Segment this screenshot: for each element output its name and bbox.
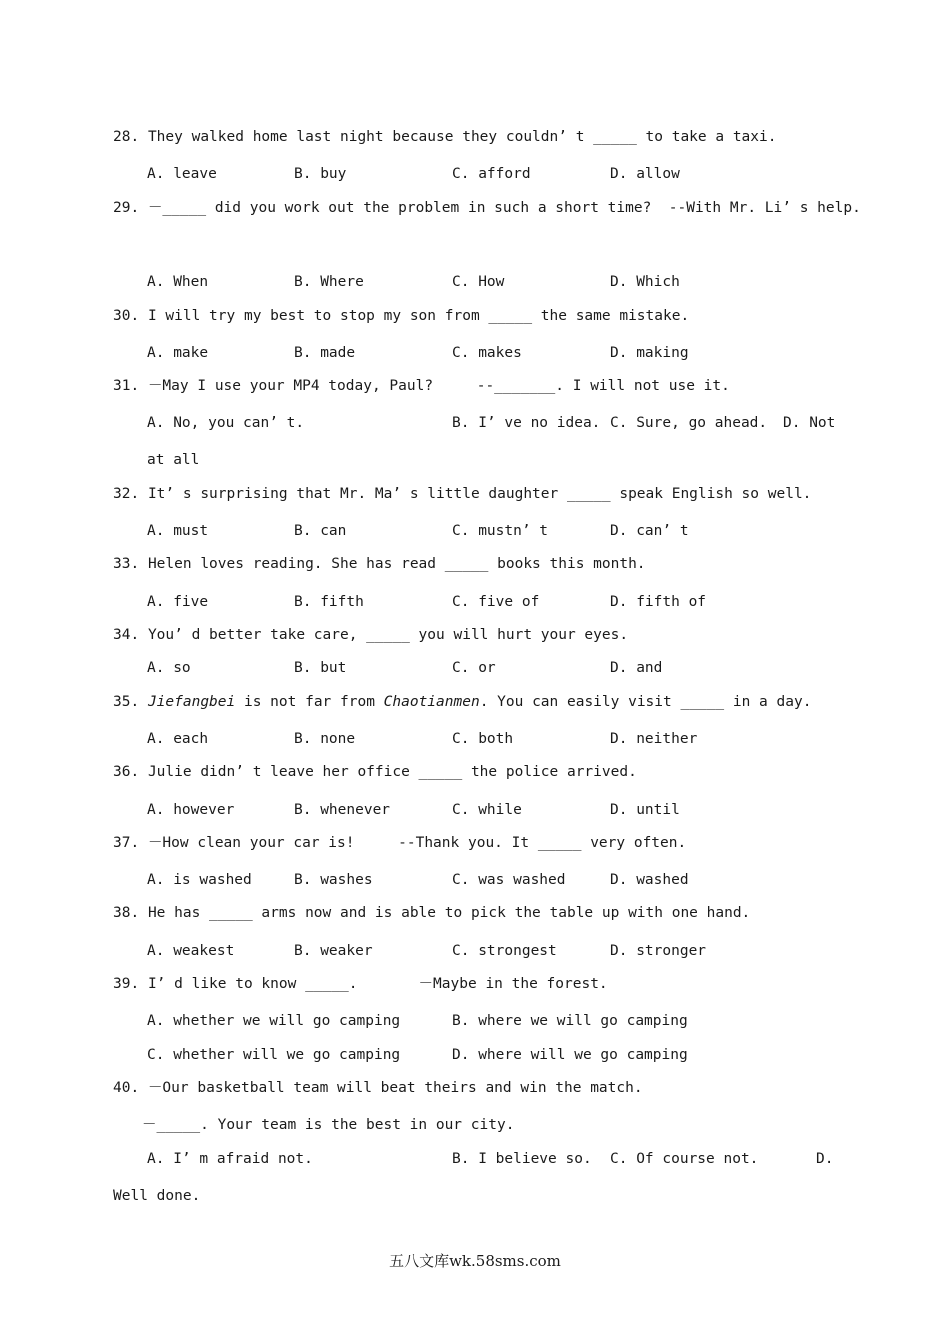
option-28-d: D. allow bbox=[610, 166, 680, 182]
option-38-b: B. weaker bbox=[294, 943, 373, 959]
option-28-a: A. leave bbox=[147, 166, 217, 182]
option-38-a: A. weakest bbox=[147, 943, 235, 959]
question-37: 37. －How clean your car is! --Thank you. It _____ very often. bbox=[113, 835, 687, 851]
footer-watermark: 五八文库wk.58sms.com bbox=[389, 1252, 561, 1270]
option-40-b: B. I believe so. bbox=[452, 1151, 592, 1167]
option-31-d: D. Not bbox=[783, 415, 836, 431]
option-29-d: D. Which bbox=[610, 274, 680, 290]
question-33: 33. Helen loves reading. She has read _____ books this month. bbox=[113, 556, 646, 572]
option-35-d: D. neither bbox=[610, 731, 698, 747]
option-31-c: C. Sure, go ahead. bbox=[610, 415, 768, 431]
option-30-c: C. makes bbox=[452, 345, 522, 361]
option-39-c: C. whether will we go camping bbox=[147, 1047, 401, 1063]
option-36-d: D. until bbox=[610, 802, 680, 818]
option-39-d: D. where will we go camping bbox=[452, 1047, 688, 1063]
question-40-reply: －_____. Your team is the best in our city. bbox=[142, 1117, 515, 1133]
question-36: 36. Julie didn’ t leave her office _____ the police arrived. bbox=[113, 764, 637, 780]
option-36-a: A. however bbox=[147, 802, 235, 818]
option-29-c: C. How bbox=[452, 274, 505, 290]
option-37-a: A. is washed bbox=[147, 872, 252, 888]
option-33-c: C. five of bbox=[452, 594, 540, 610]
option-28-b: B. buy bbox=[294, 166, 347, 182]
option-29-b: B. Where bbox=[294, 274, 364, 290]
option-40-d-continuation: Well done. bbox=[113, 1188, 201, 1204]
option-34-a: A. so bbox=[147, 660, 191, 676]
option-30-a: A. make bbox=[147, 345, 209, 361]
option-38-d: D. stronger bbox=[610, 943, 707, 959]
option-35-c: C. both bbox=[452, 731, 514, 747]
option-40-d: D. bbox=[816, 1151, 834, 1167]
option-37-d: D. washed bbox=[610, 872, 689, 888]
option-37-c: C. was washed bbox=[452, 872, 566, 888]
option-28-c: C. afford bbox=[452, 166, 531, 182]
option-35-b: B. none bbox=[294, 731, 356, 747]
option-37-b: B. washes bbox=[294, 872, 373, 888]
option-39-a: A. whether we will go camping bbox=[147, 1013, 401, 1029]
question-35: 35. Jiefangbei is not far from Chaotianmen. You can easily visit _____ in a day. bbox=[113, 694, 812, 710]
question-34: 34. You’ d better take care, _____ you will hurt your eyes. bbox=[113, 627, 629, 643]
option-30-b: B. made bbox=[294, 345, 356, 361]
option-33-d: D. fifth of bbox=[610, 594, 707, 610]
option-31-d-continuation: at all bbox=[147, 452, 200, 468]
option-33-b: B. fifth bbox=[294, 594, 364, 610]
option-31-b: B. I’ ve no idea. bbox=[452, 415, 601, 431]
option-32-a: A. must bbox=[147, 523, 209, 539]
option-31-a: A. No, you can’ t. bbox=[147, 415, 305, 431]
option-40-a: A. I’ m afraid not. bbox=[147, 1151, 313, 1167]
question-39: 39. I’ d like to know _____. －Maybe in the forest. bbox=[113, 976, 608, 992]
question-29: 29. －_____ did you work out the problem in such a short time? --With Mr. Li’ s help. bbox=[113, 200, 861, 216]
option-38-c: C. strongest bbox=[452, 943, 557, 959]
option-36-c: C. while bbox=[452, 802, 522, 818]
option-36-b: B. whenever bbox=[294, 802, 391, 818]
question-31: 31. －May I use your MP4 today, Paul? --_______. I will not use it. bbox=[113, 378, 730, 394]
option-40-c: C. Of course not. bbox=[610, 1151, 759, 1167]
option-34-c: C. or bbox=[452, 660, 496, 676]
option-30-d: D. making bbox=[610, 345, 689, 361]
option-33-a: A. five bbox=[147, 594, 209, 610]
option-35-a: A. each bbox=[147, 731, 209, 747]
option-32-b: B. can bbox=[294, 523, 347, 539]
option-34-d: D. and bbox=[610, 660, 663, 676]
option-39-b: B. where we will go camping bbox=[452, 1013, 688, 1029]
question-32: 32. It’ s surprising that Mr. Ma’ s little daughter _____ speak English so well. bbox=[113, 486, 812, 502]
question-38: 38. He has _____ arms now and is able to pick the table up with one hand. bbox=[113, 905, 751, 921]
question-30: 30. I will try my best to stop my son from _____ the same mistake. bbox=[113, 308, 690, 324]
question-28: 28. They walked home last night because they couldn’ t _____ to take a taxi. bbox=[113, 129, 777, 145]
option-34-b: B. but bbox=[294, 660, 347, 676]
option-32-d: D. can’ t bbox=[610, 523, 689, 539]
option-32-c: C. mustn’ t bbox=[452, 523, 549, 539]
option-29-a: A. When bbox=[147, 274, 209, 290]
question-40: 40. －Our basketball team will beat theirs and win the match. bbox=[113, 1080, 643, 1096]
